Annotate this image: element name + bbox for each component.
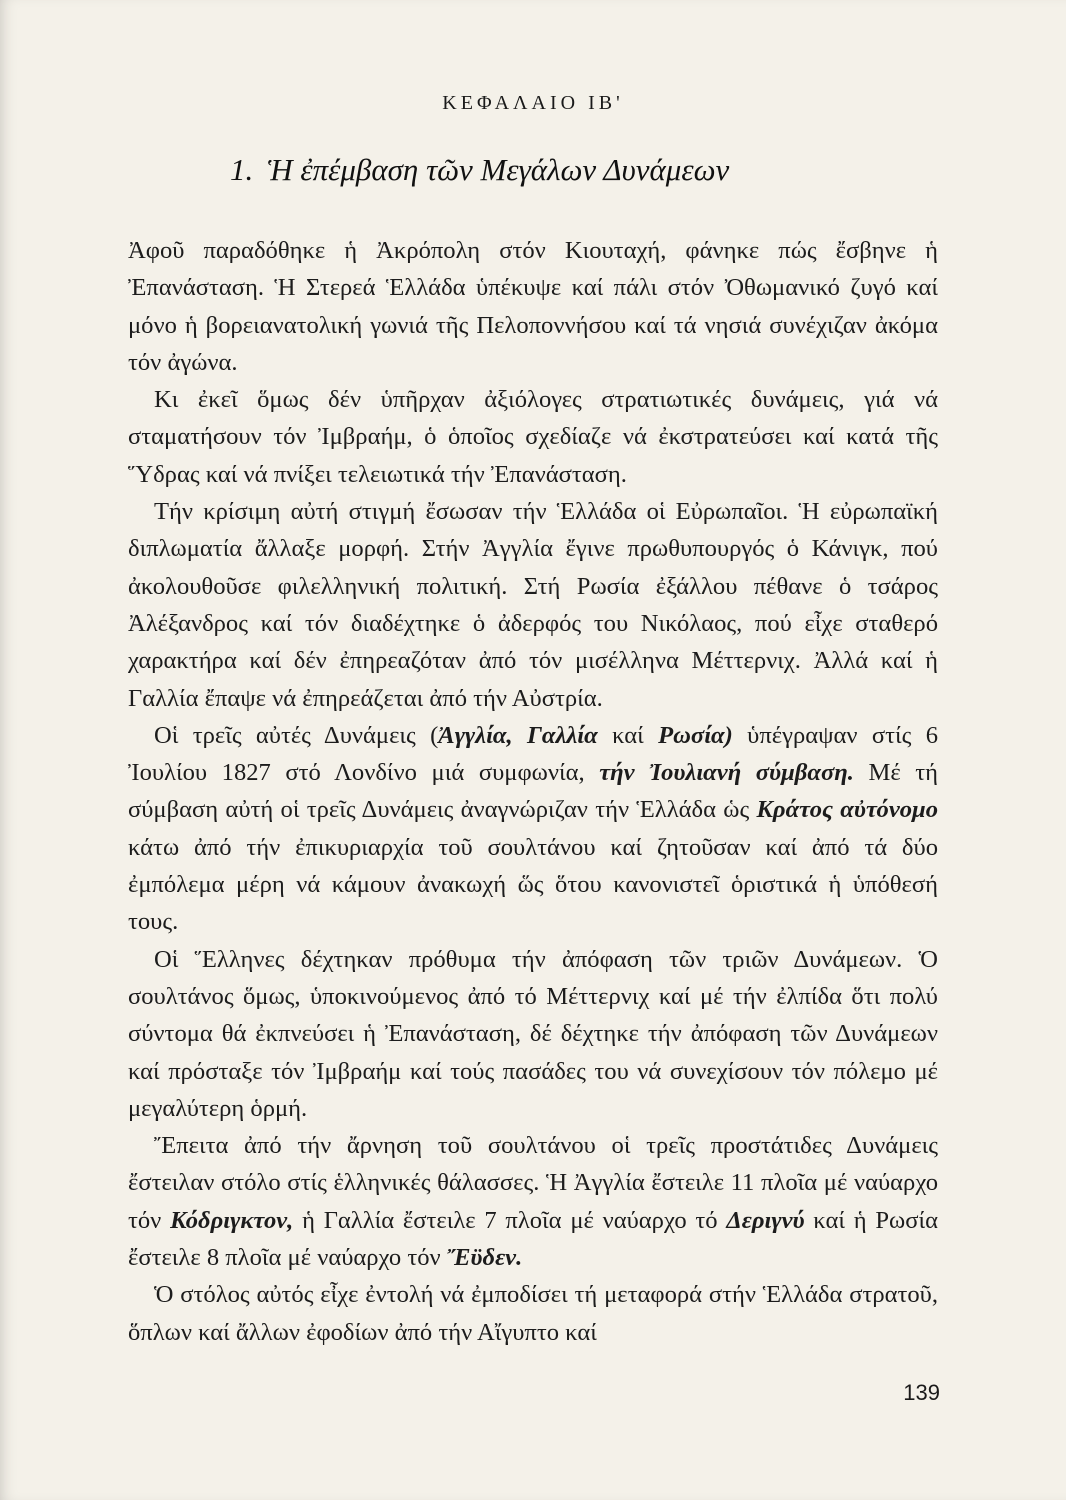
- emphasis-heyden: Ἔϋδεν.: [446, 1244, 523, 1272]
- paragraph-2: Κι ἐκεῖ ὅμως δέν ὑπῆρχαν ἀξιόλογες στρατιωτικές δυνάμεις, γιά νά σταματήσουν τόν Ἰμβραήμ, ὁ ὁποῖος σχεδίαζε νά ἐκστρατεύσει καί κατά τῆς Ὕδρας καί νά πνίξει τελειωτικά τήν Ἐπανάσταση.: [128, 386, 938, 488]
- paragraph-5: Οἱ Ἕλληνες δέχτηκαν πρόθυμα τήν ἀπόφαση τῶν τριῶν Δυνάμεων. Ὁ σουλτάνος ὅμως, ὑποκινούμενος ἀπό τό Μέττερνιχ καί μέ τήν ἐλπίδα ὅτι πολύ σύντομα θά ἐκπνεύσει ἡ Ἐπανάσταση, δέ δέχτηκε τήν ἀπόφαση τῶν Δυνάμεων καί πρόσταξε τόν Ἰμβραήμ καί τούς πασάδες του νά συνεχίσουν τόν πόλεμο μέ μεγαλύτερη ὁρμή.: [128, 945, 938, 1122]
- paragraph-4-part-1: Οἱ τρεῖς αὐτές Δυνάμεις (: [154, 721, 439, 749]
- section-number: 1.: [230, 152, 254, 187]
- paragraph-4-part-5: κάτω ἀπό τήν ἐπικυριαρχία τοῦ σουλτάνου καί ζητοῦσαν καί ἀπό τά δύο ἐμπόλεμα μέρη νά κάμουν ἀνακωχή ὥς ὅτου κανονιστεῖ ὁριστικά ἡ ὑπόθεσή τους.: [128, 833, 938, 936]
- paragraph-4-part-2: καί: [597, 721, 659, 749]
- paragraph-4-part-4: Μέ τή σύμβαση αὐτή οἱ τρεῖς Δυνάμεις ἀναγνώριζαν τήν Ἑλλάδα ὡς: [128, 759, 938, 824]
- emphasis-russia: Ρωσία): [658, 721, 733, 749]
- page-number: 139: [903, 1380, 940, 1405]
- section-heading: [230, 152, 870, 188]
- paragraph-4-part-3: ὑπέγραψαν στίς 6 Ἰουλίου 1827 στό Λονδίνο μιά συμφωνία,: [128, 721, 938, 787]
- paragraph-6-part-2: ἡ Γαλλία ἔστειλε 7 πλοῖα μέ ναύαρχο τό: [293, 1206, 727, 1234]
- emphasis-july-treaty: τήν Ἰουλιανή σύμβαση.: [599, 759, 854, 787]
- paragraph-4: [128, 717, 938, 941]
- section-title-text: Ἡ ἐπέμβαση τῶν Μεγάλων Δυνάμεων: [267, 152, 730, 187]
- paragraph-6-part-3: καί ἡ Ρωσία ἔστειλε 8 πλοῖα μέ ναύαρχο τόν: [128, 1206, 938, 1272]
- emphasis-de-rigny: Δεριγνύ: [726, 1206, 805, 1234]
- paragraph-6-part-1: Ἔπειτα ἀπό τήν ἄρνηση τοῦ σουλτάνου οἱ τρεῖς προστάτιδες Δυνάμεις ἔστειλαν στόλο στίς ἑλληνικές θάλασσες. Ἡ Ἀγγλία ἔστειλε 11 πλοῖα μέ ναύαρχο τόν: [128, 1132, 938, 1234]
- emphasis-autonomous-state: Κράτος αὐτόνομο: [756, 796, 939, 824]
- paragraph-3: Τήν κρίσιμη αὐτή στιγμή ἔσωσαν τήν Ἑλλάδα οἱ Εὐρωπαῖοι. Ἡ εὐρωπαϊκή διπλωματία ἄλλαξε μορφή. Στήν Ἀγγλία ἔγινε πρωθυπουργός ὁ Κάνιγκ, πού ἀκολουθοῦσε φιλελληνική πολιτική. Στή Ρωσία ἐξάλλου πέθανε ὁ τσάρος Ἀλέξανδρος καί τόν διαδέχτηκε ὁ ἀδερφός του Νικόλαος, πού εἶχε σταθερό χαρακτήρα καί δέν ἐπηρεαζόταν ἀπό τόν μισέλληνα Μέττερνιχ. Ἀλλά καί ἡ Γαλλία ἔπαψε νά ἐπηρεάζεται ἀπό τήν Αὐστρία.: [128, 498, 938, 712]
- paragraph-7: Ὁ στόλος αὐτός εἶχε ἐντολή νά ἐμποδίσει τή μεταφορά στήν Ἑλλάδα στρατοῦ, ὅπλων καί ἄλλων ἐφοδίων ἀπό τήν Αἴγυπτο καί: [128, 1281, 938, 1346]
- body-text: [128, 232, 938, 1351]
- paragraph-6: [128, 1127, 938, 1276]
- emphasis-england-france: Ἀγγλία, Γαλλία: [438, 721, 598, 749]
- chapter-heading: ΚΕΦΑΛΑΙΟ ΙΒ': [442, 92, 624, 114]
- paragraph-1: Ἀφοῦ παραδόθηκε ἡ Ἀκρόπολη στόν Κιουταχή, φάνηκε πώς ἔσβηνε ἡ Ἐπανάσταση. Ἡ Στερεά Ἑλλάδα ὑπέκυψε καί πάλι στόν Ὀθωμανικό ζυγό καί μόνο ἡ βορειανατολική γωνιά τῆς Πελοποννήσου καί τά νησιά συνέχιζαν ἀκόμα τόν ἀγώνα.: [128, 237, 938, 376]
- emphasis-codrington: Κόδριγκτον,: [170, 1206, 294, 1234]
